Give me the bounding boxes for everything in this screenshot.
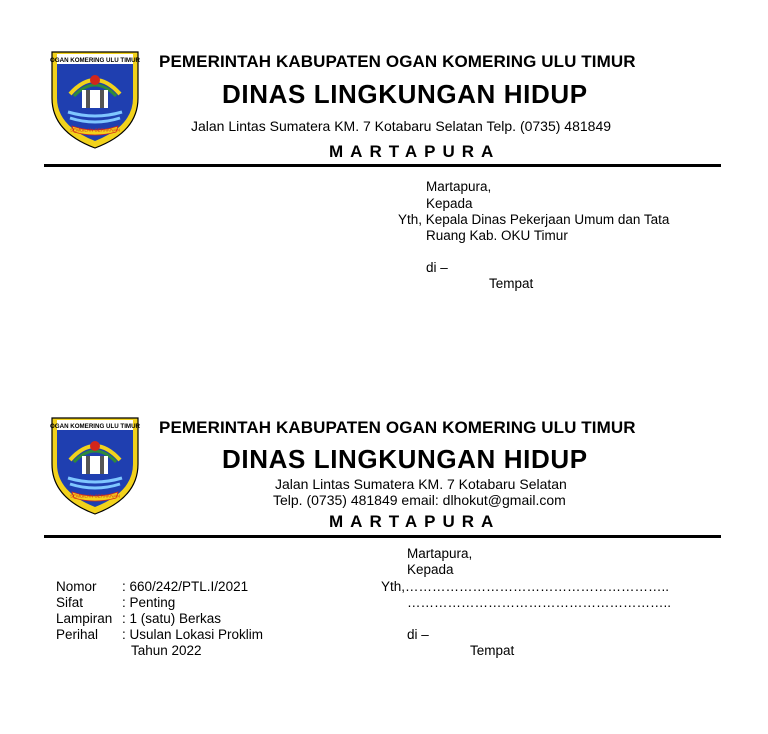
field-value: : Usulan Lokasi Proklim <box>122 627 264 642</box>
agency-address-line-2: Telp. (0735) 481849 email: dlhokut@gmail.com <box>273 492 566 508</box>
agency-address: Jalan Lintas Sumatera KM. 7 Kotabaru Selatan Telp. (0735) 481849 <box>191 118 612 134</box>
field-value: : 660/242/PTL.I/2021 <box>122 579 249 594</box>
field-label: Lampiran <box>56 611 113 626</box>
city-name: MARTAPURA <box>329 142 501 161</box>
tempat-label: Tempat <box>489 276 534 291</box>
header-divider <box>44 164 721 167</box>
emblem-top-text: OGAN KOMERING ULU TIMUR <box>49 57 141 64</box>
recipient-line-2: Ruang Kab. OKU Timur <box>426 228 568 243</box>
regency-emblem-icon <box>48 46 142 150</box>
perihal-continuation: Tahun 2022 <box>131 643 202 658</box>
emblem-top-text: OGAN KOMERING ULU TIMUR <box>49 423 141 430</box>
di-label: di – <box>426 260 448 275</box>
field-label: Nomor <box>56 579 97 594</box>
tempat-label: Tempat <box>470 643 515 658</box>
emblem-motto-text: SEMBILAN SERAKNAN <box>70 127 120 133</box>
to-label: Kepada <box>426 196 473 211</box>
agency-address-line-1: Jalan Lintas Sumatera KM. 7 Kotabaru Selatan <box>275 476 567 492</box>
header-divider <box>44 535 721 538</box>
emblem-motto-text: SEMBILAN SERAKNAN <box>70 493 120 499</box>
government-line: PEMERINTAH KABUPATEN OGAN KOMERING ULU TIMUR <box>159 52 636 71</box>
city-name: MARTAPURA <box>329 512 501 531</box>
field-value: : Penting <box>122 595 176 610</box>
agency-name: DINAS LINGKUNGAN HIDUP <box>222 444 588 474</box>
field-label: Sifat <box>56 595 84 610</box>
place-date: Martapura, <box>407 546 473 561</box>
recipient-line-1: Yth,………………………………………………….. <box>381 579 670 594</box>
recipient-line-1: Yth, Kepala Dinas Pekerjaan Umum dan Tata <box>398 212 670 227</box>
field-value: : 1 (satu) Berkas <box>122 611 222 626</box>
field-label: Perihal <box>56 627 99 642</box>
regency-emblem-icon <box>48 412 142 516</box>
di-label: di – <box>407 627 429 642</box>
place-date: Martapura, <box>426 179 492 194</box>
agency-name: DINAS LINGKUNGAN HIDUP <box>222 79 588 109</box>
to-label: Kepada <box>407 562 454 577</box>
recipient-line-2: ………………………………………………….. <box>407 595 672 610</box>
government-line: PEMERINTAH KABUPATEN OGAN KOMERING ULU TIMUR <box>159 418 636 437</box>
